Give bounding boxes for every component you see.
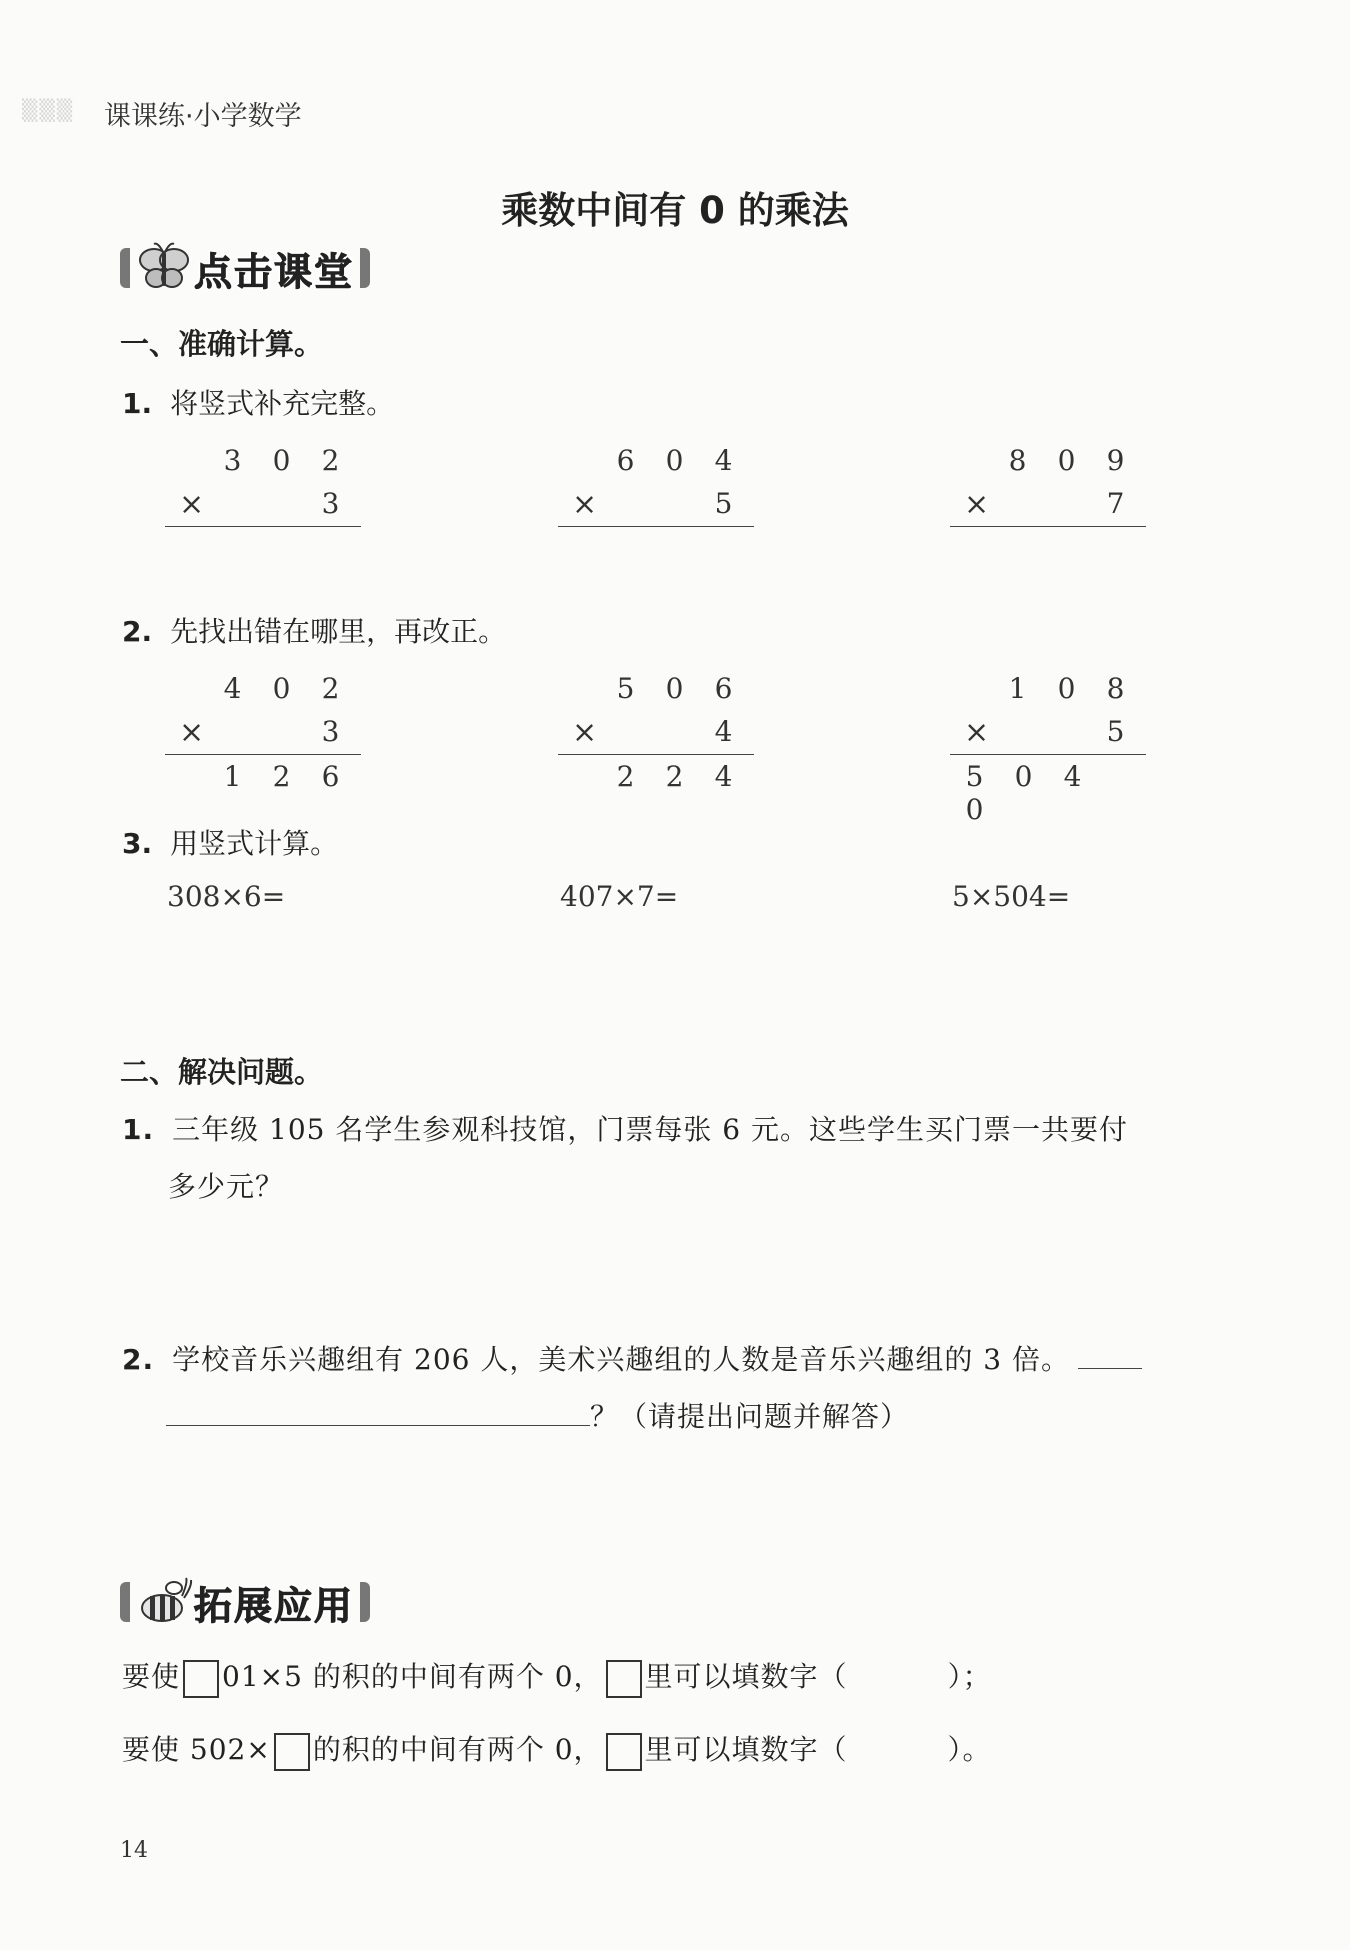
question-text: 将竖式补充完整。 bbox=[170, 387, 395, 420]
error-problem-2 bbox=[558, 672, 758, 802]
book-title: 课课练·小学数学 bbox=[104, 101, 302, 132]
extend-banner bbox=[120, 1574, 370, 1630]
answer-line bbox=[950, 526, 1146, 527]
answer-line bbox=[165, 526, 361, 527]
times-sign: × bbox=[964, 487, 990, 522]
calc-problem-2: 407×7= bbox=[560, 880, 679, 913]
class-banner-label: 点击课堂 bbox=[194, 249, 355, 294]
bee-icon bbox=[134, 1574, 194, 1630]
page-title: 乘数中间有 0 的乘法 bbox=[501, 189, 849, 232]
times-sign: × bbox=[179, 487, 205, 522]
answer-line bbox=[558, 754, 754, 755]
extend-question-1: 要使 01×5 的积的中间有两个 0， 里可以填数字（ ）； bbox=[122, 1655, 992, 1698]
question-number: 2. bbox=[122, 615, 153, 648]
vertical-problem-3 bbox=[950, 444, 1150, 534]
extend-banner-label: 拓展应用 bbox=[194, 1583, 355, 1628]
butterfly-icon bbox=[134, 240, 194, 296]
multiplicand: 5 0 6 bbox=[616, 672, 733, 705]
multiplier: 7 bbox=[1106, 487, 1125, 520]
multiplier: 3 bbox=[321, 715, 340, 748]
question-number: 1. bbox=[122, 387, 153, 420]
times-sign: × bbox=[572, 715, 598, 750]
wrong-result: 1 2 6 bbox=[223, 760, 340, 793]
question-blank[interactable] bbox=[166, 1425, 590, 1426]
digit-box[interactable] bbox=[606, 1733, 642, 1771]
times-sign: × bbox=[179, 715, 205, 750]
class-banner bbox=[120, 240, 370, 296]
page-number: 14 bbox=[120, 1838, 148, 1863]
section1-heading: 一、准确计算。 bbox=[120, 327, 324, 361]
question-number: 3. bbox=[122, 827, 153, 860]
multiplicand: 6 0 4 bbox=[616, 444, 733, 477]
header-decoration: ▒▒▒ bbox=[22, 98, 75, 122]
multiplicand: 1 0 8 bbox=[1008, 672, 1125, 705]
multiplicand: 3 0 2 bbox=[223, 444, 340, 477]
wrong-result: 2 2 4 bbox=[616, 760, 733, 793]
question-blank[interactable] bbox=[1078, 1368, 1142, 1369]
answer-line bbox=[558, 526, 754, 527]
section2-heading: 二、解决问题。 bbox=[120, 1055, 324, 1089]
question-instruction: ？（请提出问题并解答） bbox=[590, 1400, 910, 1433]
word-problem-1-line1 bbox=[122, 1108, 1128, 1148]
vertical-problem-2 bbox=[558, 444, 758, 534]
word-problem-1-line2: 多少元？ bbox=[168, 1170, 285, 1203]
banner-right-cap bbox=[360, 248, 370, 288]
calc-problem-1: 308×6= bbox=[167, 880, 286, 913]
multiplier: 5 bbox=[1106, 715, 1125, 748]
question-1-3 bbox=[122, 822, 338, 862]
question-number: 1. bbox=[122, 1113, 155, 1146]
question-text: 学校音乐兴趣组有 206 人，美术兴趣组的人数是音乐兴趣组的 3 倍。 bbox=[172, 1343, 1070, 1376]
banner-left-cap bbox=[120, 1582, 130, 1622]
question-1-1 bbox=[122, 382, 394, 422]
wrong-result: 5 0 40 bbox=[965, 760, 1082, 826]
extend-question-2: 要使 502× 的积的中间有两个 0， 里可以填数字（ ）。 bbox=[122, 1728, 992, 1771]
question-text: 三年级 105 名学生参观科技馆，门票每张 6 元。这些学生买门票一共要付 bbox=[172, 1113, 1128, 1146]
banner-left-cap bbox=[120, 248, 130, 288]
word-problem-2-line1 bbox=[122, 1338, 1142, 1378]
digit-box[interactable] bbox=[606, 1660, 642, 1698]
multiplicand: 4 0 2 bbox=[223, 672, 340, 705]
digit-box[interactable] bbox=[274, 1733, 310, 1771]
error-problem-3 bbox=[950, 672, 1150, 826]
digit-box[interactable] bbox=[183, 1660, 219, 1698]
calc-problem-3: 5×504= bbox=[952, 880, 1071, 913]
answer-line bbox=[950, 754, 1146, 755]
word-problem-2-line2 bbox=[166, 1395, 909, 1435]
vertical-problem-1 bbox=[165, 444, 365, 534]
question-1-2 bbox=[122, 610, 506, 650]
times-sign: × bbox=[964, 715, 990, 750]
question-text: 先找出错在哪里，再改正。 bbox=[170, 615, 507, 648]
error-problem-1 bbox=[165, 672, 365, 802]
answer-line bbox=[165, 754, 361, 755]
question-number: 2. bbox=[122, 1343, 155, 1376]
multiplier: 4 bbox=[714, 715, 733, 748]
times-sign: × bbox=[572, 487, 598, 522]
question-text: 用竖式计算。 bbox=[170, 827, 339, 860]
banner-right-cap bbox=[360, 1582, 370, 1622]
multiplier: 3 bbox=[321, 487, 340, 520]
multiplicand: 8 0 9 bbox=[1008, 444, 1125, 477]
multiplier: 5 bbox=[714, 487, 733, 520]
